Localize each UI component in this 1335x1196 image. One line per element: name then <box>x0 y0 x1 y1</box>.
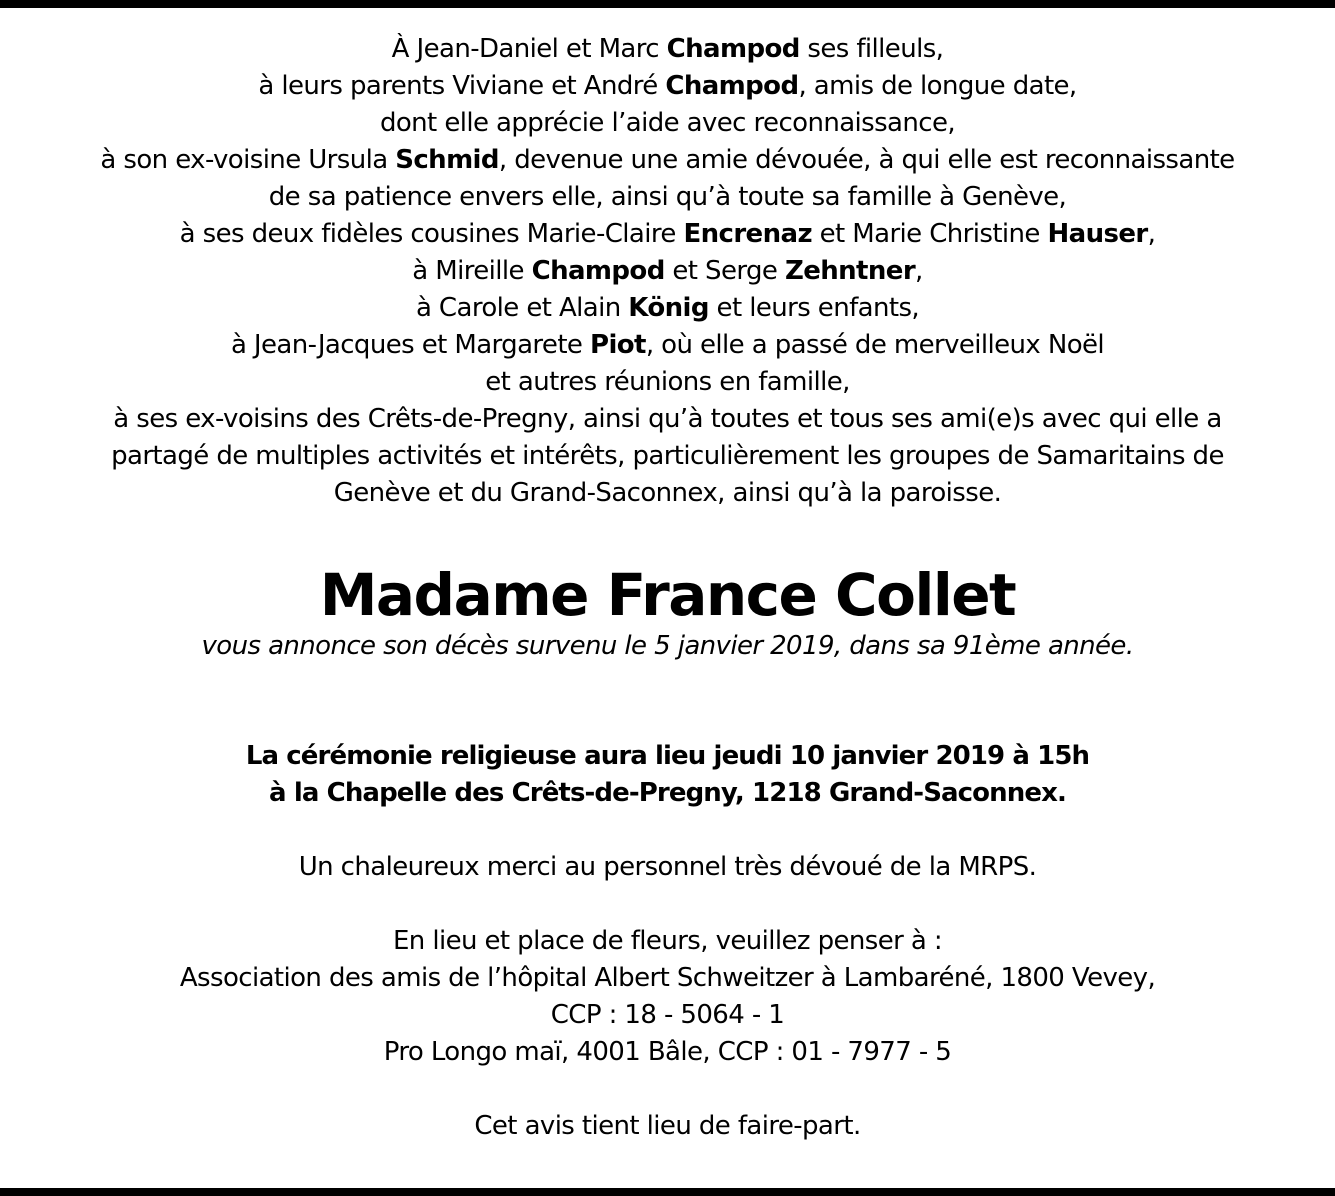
dedication-text: de sa patience envers elle, ainsi qu’à toute sa famille à Genève, <box>268 182 1067 212</box>
dedication-text: à ses deux fidèles cousines Marie-Claire <box>179 219 684 249</box>
family-name: Champod <box>531 256 665 286</box>
dedication-text: et Marie Christine <box>811 219 1048 249</box>
dedication-text: à leurs parents Viviane et André <box>258 71 666 101</box>
deceased-name: Madame France Collet <box>319 561 1016 629</box>
dedication-text: , <box>915 256 923 286</box>
dedication-line-11 <box>0 401 1335 438</box>
dedications-block <box>0 31 1335 512</box>
dedication-line-10 <box>0 364 1335 401</box>
donation-info <box>0 923 1335 1071</box>
dedication-line-13 <box>0 475 1335 512</box>
dedication-text: partagé de multiples activités et intérêts, particulièrement les groupes de Samaritains de <box>111 441 1224 471</box>
death-announcement: vous annonce son décès survenu le 5 janvier 2019, dans sa 91ème année. <box>201 631 1134 661</box>
donation-line-3: Pro Longo maï, 4001 Bâle, CCP : 01 - 7977 - 5 <box>383 1037 952 1067</box>
dedication-text: à son ex-voisine Ursula <box>100 145 396 175</box>
dedication-text: , où elle a passé de merveilleux Noël <box>645 330 1105 360</box>
thanks-line: Un chaleureux merci au personnel très dévoué de la MRPS. <box>298 852 1037 882</box>
thanks-message <box>0 849 1335 886</box>
dedication-line-9 <box>0 327 1335 364</box>
family-name: Piot <box>589 330 646 360</box>
dedication-text: et leurs enfants, <box>708 293 920 323</box>
dedication-line-6 <box>0 216 1335 253</box>
dedication-line-5 <box>0 179 1335 216</box>
dedication-text: à Carole et Alain <box>415 293 629 323</box>
dedication-text: à Jean-Jacques et Margarete <box>230 330 590 360</box>
ceremony-line-2: à la Chapelle des Crêts-de-Pregny, 1218 Grand-Saconnex. <box>269 778 1066 808</box>
family-name: Champod <box>666 34 800 64</box>
closing-line: Cet avis tient lieu de faire-part. <box>474 1111 861 1141</box>
dedication-line-1 <box>0 31 1335 68</box>
donation-line-1: Association des amis de l’hôpital Albert Schweitzer à Lambaréné, 1800 Vevey, <box>179 963 1156 993</box>
dedication-text: ses filleuls, <box>799 34 944 64</box>
dedication-text: dont elle apprécie l’aide avec reconnaissance, <box>379 108 956 138</box>
family-name: Champod <box>665 71 799 101</box>
donation-intro: En lieu et place de fleurs, veuillez penser à : <box>392 926 943 956</box>
dedication-text: et autres réunions en famille, <box>485 367 850 397</box>
ceremony-details <box>0 738 1335 812</box>
dedication-text: , amis de longue date, <box>798 71 1077 101</box>
dedication-line-8 <box>0 290 1335 327</box>
family-name: Schmid <box>395 145 499 175</box>
dedication-line-2 <box>0 68 1335 105</box>
family-name: Zehntner <box>784 256 916 286</box>
ceremony-line-1: La cérémonie religieuse aura lieu jeudi 10 janvier 2019 à 15h <box>245 741 1090 771</box>
dedication-line-3 <box>0 105 1335 142</box>
dedication-text: , devenue une amie dévouée, à qui elle est reconnaissante <box>498 145 1235 175</box>
dedication-line-12 <box>0 438 1335 475</box>
dedication-text: et Serge <box>664 256 785 286</box>
dedication-text: , <box>1147 219 1156 249</box>
dedication-text: Genève et du Grand-Saconnex, ainsi qu’à la paroisse. <box>333 478 1002 508</box>
dedication-text: à ses ex-voisins des Crêts-de-Pregny, ainsi qu’à toutes et tous ses ami(e)s avec qui elle a <box>113 404 1222 434</box>
dedication-text: à Mireille <box>412 256 532 286</box>
bottom-border-rule <box>0 1188 1335 1196</box>
family-name: Encrenaz <box>683 219 812 249</box>
dedication-line-7 <box>0 253 1335 290</box>
dedication-line-4 <box>0 142 1335 179</box>
donation-line-2: CCP : 18 - 5064 - 1 <box>550 1000 785 1030</box>
dedication-text: À Jean-Daniel et Marc <box>391 34 667 64</box>
family-name: König <box>628 293 709 323</box>
closing-note <box>0 1108 1335 1145</box>
family-name: Hauser <box>1047 219 1148 249</box>
